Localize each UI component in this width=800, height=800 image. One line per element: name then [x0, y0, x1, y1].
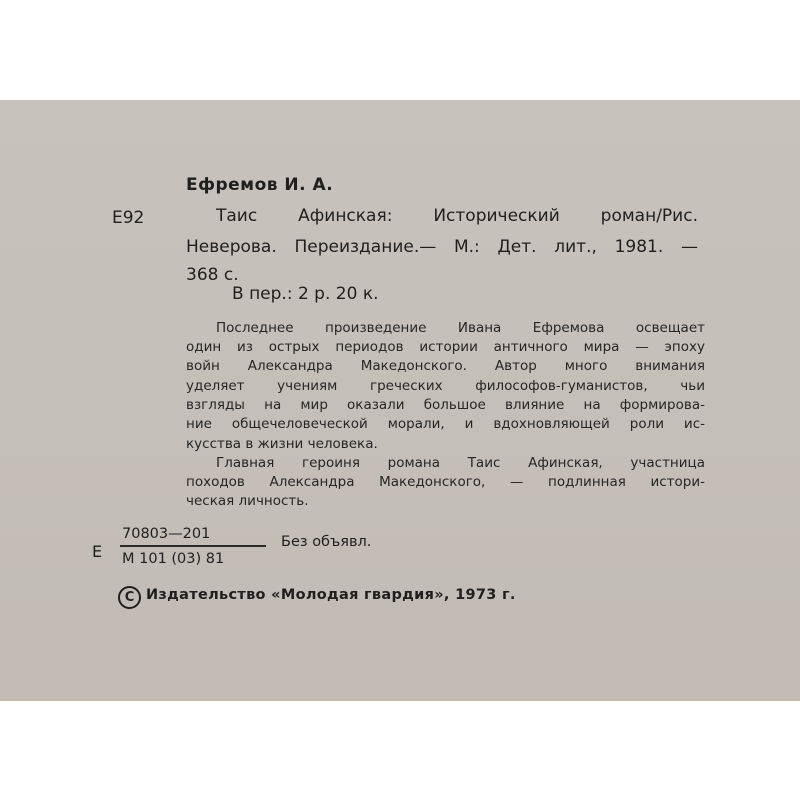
fraction-divider: [120, 545, 266, 547]
copyright-text: Издательство «Молодая гвардия», 1973 г.: [146, 587, 516, 603]
annotation-line: один из острых периодов истории античного мира — эпоху: [186, 339, 705, 355]
bibliographic-line-2: Неверова. Переиздание.— М.: Дет. лит., 1981. —: [186, 237, 698, 257]
classification-code: Е92: [112, 208, 145, 228]
bibliographic-line-1: Таис Афинская: Исторический роман/Рис.: [216, 206, 698, 226]
annotation-line: взгляды на мир оказали большое влияние на формирова-: [186, 397, 705, 413]
annotation-line: кусства в жизни человека.: [186, 436, 378, 452]
annotation-line: Главная героиня романа Таис Афинская, участница: [216, 455, 705, 471]
annotation-line: войн Александра Македонского. Автор много внимания: [186, 358, 705, 374]
annotation-line: походов Александра Македонского, — подлинная истори-: [186, 474, 705, 490]
copyright-icon: С: [118, 586, 141, 609]
catalog-note: Без объявл.: [281, 534, 372, 550]
catalog-denominator: М 101 (03) 81: [122, 551, 225, 567]
price: В пер.: 2 р. 20 к.: [232, 284, 379, 304]
annotation-line: Последнее произведение Ивана Ефремова освещает: [216, 320, 705, 336]
bibliographic-line-3: 368 с.: [186, 265, 239, 285]
book-page: [0, 100, 800, 701]
annotation-line: ческая личность.: [186, 493, 309, 509]
catalog-letter: Е: [92, 542, 103, 561]
annotation-line: уделяет учениям греческих философов-гуманистов, чьи: [186, 378, 705, 394]
catalog-numerator: 70803—201: [122, 526, 211, 542]
author-name: Ефремов И. А.: [186, 175, 334, 195]
annotation-line: ние общечеловеческой морали, и вдохновляющей роли ис-: [186, 416, 705, 432]
